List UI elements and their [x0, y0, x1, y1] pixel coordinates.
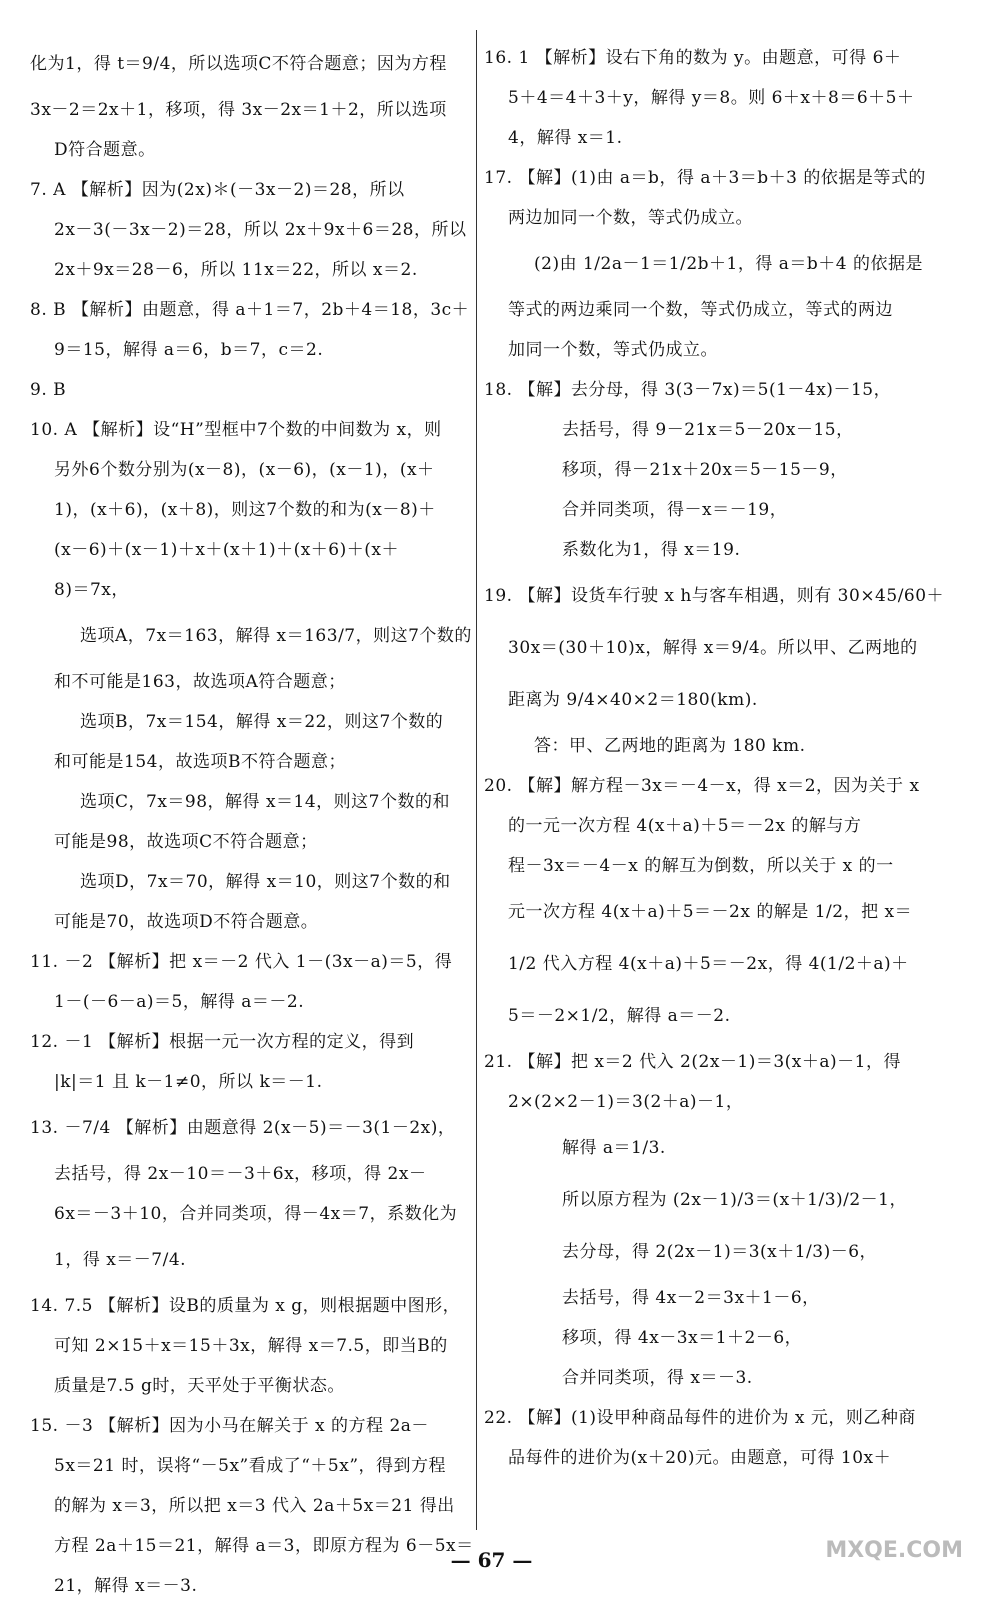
text-line: 16. 1 【解析】设右下角的数为 y。由题意，可得 6＋: [484, 48, 902, 68]
text-line: 2x＋9x＝28－6，所以 11x＝22，所以 x＝2.: [54, 260, 418, 280]
text-line: 所以原方程为 (2x－1)/3＝(x＋1/3)/2－1，: [562, 1190, 908, 1210]
text-line: 20. 【解】解方程－3x＝－4－x，得 x＝2，因为关于 x: [484, 776, 920, 796]
right-column: [484, 38, 945, 1478]
text-line: 5＋4＝4＋3＋y，解得 y＝8。则 6＋x＋8＝6＋5＋: [508, 88, 915, 108]
text-line: 14. 7.5 【解析】设B的质量为 x g，则根据题中图形，: [30, 1296, 461, 1316]
text-line: 7. A 【解析】因为(2x)＊(－3x－2)＝28，所以: [30, 180, 405, 200]
text-line: 移项，得－21x＋20x＝5－15－9，: [562, 460, 848, 480]
text-line: 选项C，7x＝98，解得 x＝14，则这7个数的和: [80, 792, 450, 812]
text-line: 1)，(x＋6)，(x＋8)，则这7个数的和为(x－8)＋: [54, 500, 436, 520]
text-line: 2×(2×2－1)＝3(2＋a)－1，: [508, 1092, 744, 1112]
text-line: 6x＝－3＋10，合并同类项，得－4x＝7，系数化为: [54, 1204, 458, 1224]
text-line: 可能是70，故选项D不符合题意。: [54, 912, 319, 932]
text-line: 13. －7/4 【解析】由题意得 2(x－5)＝－3(1－2x)，: [30, 1118, 456, 1138]
column-divider: [476, 30, 477, 1530]
text-line: 12. －1 【解析】根据一元一次方程的定义，得到: [30, 1032, 415, 1052]
text-line: 17. 【解】(1)由 a＝b，得 a＋3＝b＋3 的依据是等式的: [484, 168, 926, 188]
text-line: 两边加同一个数，等式仍成立。: [508, 208, 753, 228]
text-line: 21. 【解】把 x＝2 代入 2(2x－1)＝3(x＋a)－1，得: [484, 1052, 901, 1072]
text-line: 30x＝(30＋10)x，解得 x＝9/4。所以甲、乙两地的: [508, 638, 918, 658]
text-line: 质量是7.5 g时，天平处于平衡状态。: [54, 1376, 345, 1396]
text-line: 程－3x＝－4－x 的解互为倒数，所以关于 x 的一: [508, 856, 894, 876]
text-line: 的一元一次方程 4(x＋a)＋5＝－2x 的解与方: [508, 816, 862, 836]
text-line: 可能是98，故选项C不符合题意；: [54, 832, 318, 852]
text-line: 可知 2×15＋x＝15＋3x，解得 x＝7.5，即当B的: [54, 1336, 448, 1356]
text-line: 1/2 代入方程 4(x＋a)＋5＝－2x，得 4(1/2＋a)＋: [508, 954, 909, 974]
text-line: |k|＝1 且 k－1≠0，所以 k＝－1.: [54, 1072, 323, 1092]
text-line: 8)＝7x，: [54, 580, 129, 600]
text-line: 和可能是154，故选项B不符合题意；: [54, 752, 346, 772]
text-line: 系数化为1，得 x＝19.: [562, 540, 741, 560]
text-line: 移项，得 4x－3x＝1＋2－6，: [562, 1328, 803, 1348]
text-line: 10. A 【解析】设“H”型框中7个数的中间数为 x，则: [30, 420, 442, 440]
text-line: 5x＝21 时，误将“－5x”看成了“＋5x”，得到方程: [54, 1456, 447, 1476]
text-line: 去分母，得 2(2x－1)＝3(x＋1/3)－6，: [562, 1242, 878, 1262]
text-line: 19. 【解】设货车行驶 x h与客车相遇，则有 30×45/60＋: [484, 586, 945, 606]
text-line: 另外6个数分别为(x－8)，(x－6)，(x－1)，(x＋: [54, 460, 435, 480]
text-line: 解得 a＝1/3.: [562, 1138, 666, 1158]
page-number: — 67 —: [450, 1548, 533, 1572]
text-line: 去括号，得 4x－2＝3x＋1－6，: [562, 1288, 820, 1308]
text-line: 选项A，7x＝163，解得 x＝163/7，则这7个数的: [80, 626, 472, 646]
watermark: MXQE.COM: [825, 1538, 963, 1563]
text-line: 1－(－6－a)＝5，解得 a＝－2.: [54, 992, 305, 1012]
text-line: 加同一个数，等式仍成立。: [508, 340, 718, 360]
text-line: 去括号，得 9－21x＝5－20x－15，: [562, 420, 854, 440]
text-line: 9. B: [30, 380, 67, 400]
text-line: 去括号，得 2x－10＝－3＋6x，移项，得 2x－: [54, 1164, 427, 1184]
text-line: 答：甲、乙两地的距离为 180 km.: [534, 736, 806, 756]
text-line: 选项B，7x＝154，解得 x＝22，则这7个数的: [80, 712, 444, 732]
text-line: 化为1，得 t＝9/4，所以选项C不符合题意；因为方程: [30, 54, 447, 74]
text-line: 和不可能是163，故选项A符合题意；: [54, 672, 346, 692]
text-line: (2)由 1/2a－1＝1/2b＋1，得 a＝b＋4 的依据是: [534, 254, 923, 274]
text-line: (x－6)＋(x－1)＋x＋(x＋1)＋(x＋6)＋(x＋: [54, 540, 399, 560]
text-line: 22. 【解】(1)设甲种商品每件的进价为 x 元，则乙种商: [484, 1408, 916, 1428]
text-line: 3x－2＝2x＋1，移项，得 3x－2x＝1＋2，所以选项: [30, 100, 447, 120]
text-line: 2x－3(－3x－2)＝28，所以 2x＋9x＋6＝28，所以: [54, 220, 467, 240]
text-line: 1，得 x＝－7/4.: [54, 1250, 187, 1270]
text-line: 方程 2a＋15＝21，解得 a＝3，即原方程为 6－5x＝: [54, 1536, 474, 1556]
text-line: 18. 【解】去分母，得 3(3－7x)＝5(1－4x)－15，: [484, 380, 892, 400]
text-line: 21，解得 x＝－3.: [54, 1576, 198, 1596]
text-line: 5＝－2×1/2，解得 a＝－2.: [508, 1006, 731, 1026]
left-column: [30, 38, 474, 1606]
text-line: 品每件的进价为(x＋20)元。由题意，可得 10x＋: [508, 1448, 892, 1468]
text-line: 15. －3 【解析】因为小马在解关于 x 的方程 2a－: [30, 1416, 429, 1436]
text-line: 合并同类项，得 x＝－3.: [562, 1368, 753, 1388]
text-line: 元一次方程 4(x＋a)＋5＝－2x 的解是 1/2，把 x＝: [508, 902, 913, 922]
text-line: D符合题意。: [54, 140, 156, 160]
text-line: 选项D，7x＝70，解得 x＝10，则这7个数的和: [80, 872, 451, 892]
text-line: 4，解得 x＝1.: [508, 128, 623, 148]
text-line: 9＝15，解得 a＝6，b＝7，c＝2.: [54, 340, 324, 360]
text-line: 合并同类项，得－x＝－19，: [562, 500, 788, 520]
text-line: 的解为 x＝3，所以把 x＝3 代入 2a＋5x＝21 得出: [54, 1496, 455, 1516]
text-line: 等式的两边乘同一个数，等式仍成立，等式的两边: [508, 300, 893, 320]
text-line: 11. －2 【解析】把 x＝－2 代入 1－(3x－a)＝5，得: [30, 952, 453, 972]
text-line: 8. B 【解析】由题意，得 a＋1＝7，2b＋4＝18，3c＋: [30, 300, 470, 320]
text-line: 距离为 9/4×40×2＝180(km).: [508, 690, 758, 710]
